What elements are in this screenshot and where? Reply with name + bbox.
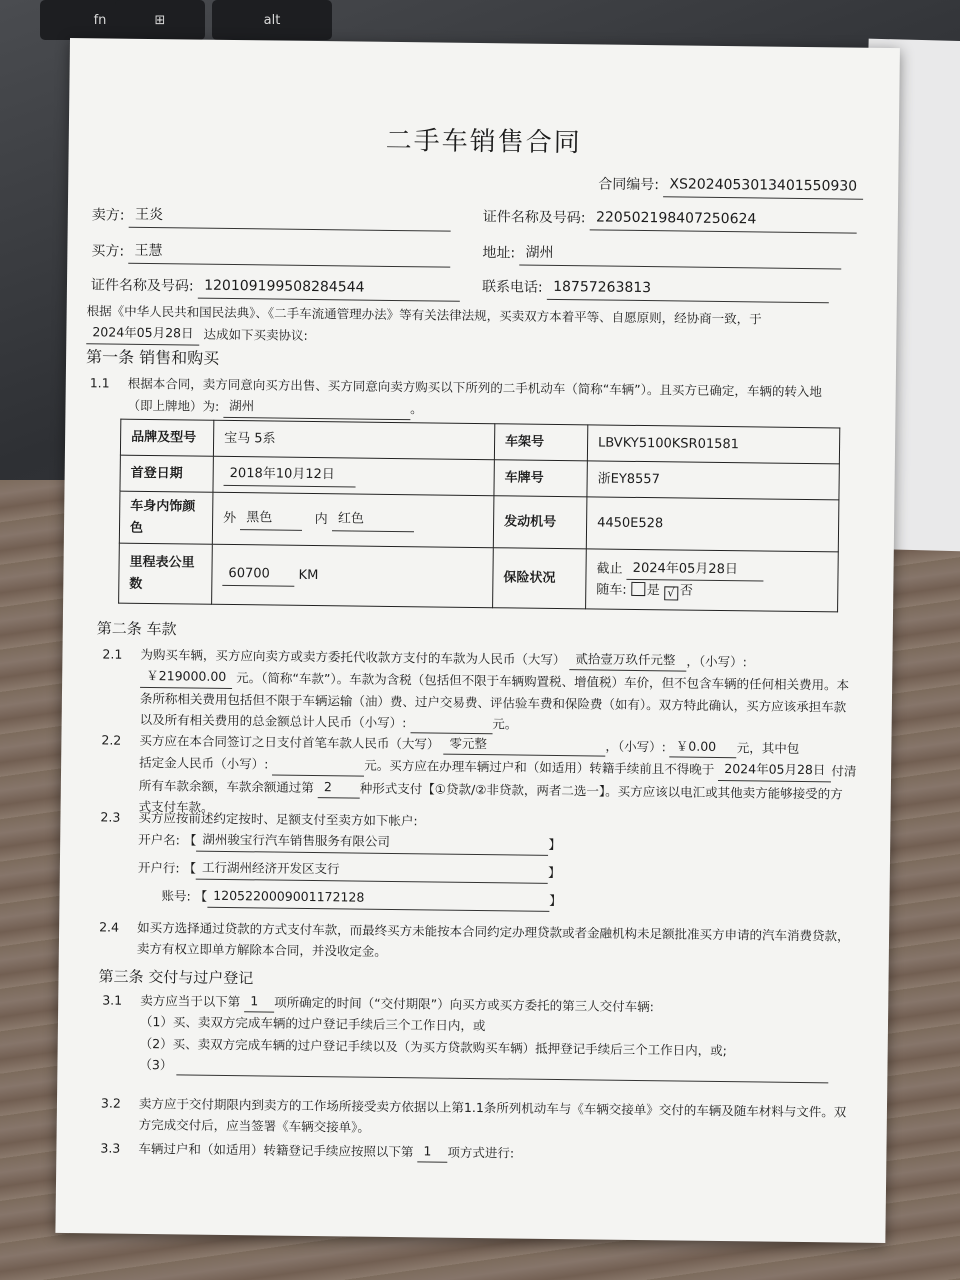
down-payment-amount: ￥0.00 — [670, 735, 737, 758]
yes-label: 是 — [646, 583, 660, 599]
insurance-label: 保险状况 — [493, 548, 587, 609]
clause-3-1 — [101, 988, 862, 1083]
delivery-option-3-blank — [176, 1056, 828, 1083]
brand-value: 宝马 5系 — [213, 420, 494, 459]
plate-label: 车牌号 — [494, 460, 587, 497]
phone-row — [482, 275, 829, 303]
table-row — [119, 491, 839, 552]
article-1-title: 第一条 销售和购买 — [85, 347, 220, 368]
account-no-label: 账号: — [161, 888, 191, 904]
contract-number — [598, 172, 863, 199]
mileage-cell — [212, 544, 494, 607]
clause-2-2-number: 2.2 — [101, 732, 122, 748]
clause-2-4-number: 2.4 — [99, 919, 120, 935]
seller-id-label: 证件名称及号码: — [482, 209, 586, 227]
clause-2-2-a: 买方应在本合同签订之日支付首笔车款人民币（大写） — [139, 732, 440, 752]
buyer-row — [91, 239, 450, 267]
mileage-unit: KM — [298, 568, 319, 584]
preamble-date: 2024年05月28日 — [86, 321, 199, 345]
color-label: 车身内饰颜色 — [119, 491, 213, 544]
bank-label: 开户行: — [137, 859, 180, 876]
delivery-option-1: （1）买、卖双方完成车辆的过户登记手续后三个工作日内，或 — [139, 1014, 486, 1034]
engine-value: 4450E528 — [586, 497, 839, 552]
plate-value: 浙EY8557 — [587, 461, 839, 500]
windows-key — [115, 0, 205, 40]
vin-label: 车架号 — [494, 424, 587, 461]
buyer-id-row — [91, 273, 460, 302]
seller-id-row — [483, 205, 857, 234]
clause-2-2-b: 括定金人民币（小写）: — [139, 755, 269, 772]
seller-value: 王炎 — [129, 204, 451, 232]
address-row — [482, 241, 841, 269]
first-reg-value: 2018年10月12日 — [224, 463, 356, 487]
insurance-cell — [586, 549, 839, 612]
clause-3-3-a: 车辆过户和（如适用）转籍登记手续应按照以下第 — [138, 1140, 414, 1160]
preamble-text: 根据《中华人民共和国民法典》、《二手车流通管理办法》等有关法律法规，买卖双方本着平等、自愿原则，经协商一致，于 — [86, 303, 762, 327]
account-no-value: 1205220009001172128 — [207, 886, 549, 912]
article-3-title: 第三条 交付与过户登记 — [98, 967, 254, 988]
no-checkbox[interactable]: √ — [664, 586, 678, 600]
clause-2-1 — [102, 642, 863, 738]
fn-key-label: fn — [93, 12, 107, 28]
clause-3-3-number: 3.3 — [100, 1140, 121, 1156]
clause-2-2-d: 式支付车款。 — [138, 798, 214, 815]
delivery-option-2: （2）买、卖双方完成车辆的过户登记手续以及（为买方贷款购买车辆）抵押登记手续后三个工作日内，或; — [139, 1035, 727, 1058]
first-reg-cell — [213, 456, 494, 495]
down-payment-lower-label: ，（小写）: — [605, 738, 666, 755]
contract-paper — [55, 38, 900, 1243]
clause-3-1-a2: 项所确定的时间（“交付期限”）向买方或买方委托的第三人交付车辆: — [274, 994, 654, 1015]
price-amount: ￥219000.00 — [140, 665, 232, 688]
price-uppercase: 贰拾壹万玖仟元整 — [569, 648, 686, 672]
clause-3-1-number: 3.1 — [102, 992, 123, 1008]
color-cell — [212, 492, 494, 547]
clause-1-1-text2: （即上牌地）为: — [127, 397, 220, 415]
alt-key-label: alt — [263, 12, 281, 28]
interior-color: 红色 — [332, 509, 414, 532]
contract-number-label: 合同编号: — [598, 176, 660, 194]
clause-3-1-a: 卖方应当于以下第 — [140, 992, 241, 1010]
registration-place: 湖州 — [223, 395, 410, 420]
clause-2-3-text: 买方应按前述约定按时、足额支付至卖方如下帐户: — [138, 809, 418, 829]
account-name-row: 开户名: 【 湖州骏宝行汽车销售服务有限公司 】 — [138, 829, 561, 856]
clause-1-1: 1.1 根据本合同，卖方同意向买方出售、买方同意向卖方购买以下所列的二手机动车（简称“车辆”）。且买方已确定，车辆的转入地 （即上牌地）为: 湖州 。 — [89, 372, 859, 425]
account-no-row: 账号: 【 1205220009001172128 】 — [161, 885, 561, 912]
deposit-blank — [272, 756, 364, 776]
clause-2-2-c2: 种形式支付【①贷款/②非贷款，两者二选一】。买方应该以电汇或其他卖方能够接受的方 — [359, 780, 843, 801]
bank-value: 工行湖州经济开发区支行 — [196, 858, 548, 884]
clause-2-2-a-end: 元，其中包 — [736, 740, 800, 756]
insurance-until-value: 2024年05月28日 — [627, 557, 764, 581]
table-row — [119, 543, 839, 612]
clause-2-2-b3: 付清 — [831, 763, 857, 779]
address-value: 湖州 — [519, 242, 841, 270]
clause-2-4-a: 如买方选择通过贷款的方式支付车款，而最终买方未能按本合同约定办理贷款或者金融机构未足额批准买方申请的汽车消费贷款， — [137, 919, 850, 944]
insurance-until-label: 截止 — [596, 561, 623, 577]
address-label: 地址: — [482, 245, 516, 262]
windows-key-label: ⊞ — [154, 12, 166, 28]
with-car-label: 随车: — [596, 582, 627, 598]
clause-3-2-number: 3.2 — [100, 1095, 121, 1111]
article-2-title: 第二条 车款 — [96, 619, 177, 639]
yes-checkbox[interactable] — [631, 582, 645, 596]
seller-row — [92, 203, 451, 231]
clause-2-4-b: 卖方有权立即单方解除本合同，并没收定金。 — [136, 941, 387, 960]
account-name-label: 开户名: — [138, 831, 181, 848]
phone-label: 联系电话: — [481, 279, 543, 296]
buyer-id-value: 120109199508284544 — [198, 275, 460, 302]
vehicle-table — [118, 419, 840, 613]
alt-key — [212, 0, 332, 40]
seller-label: 卖方: — [91, 207, 125, 224]
transfer-option: 1 — [417, 1140, 447, 1163]
account-name-value: 湖州骏宝行汽车销售服务有限公司 — [196, 830, 548, 856]
phone-value: 18757263813 — [547, 276, 829, 304]
no-label: 否 — [679, 583, 694, 599]
clause-1-1-text: 根据本合同，卖方同意向买方出售、买方同意向卖方购买以下所列的二手机动车（简称“车辆”）。且买方已确定，车辆的转入地 — [127, 375, 823, 400]
engine-label: 发动机号 — [493, 496, 587, 549]
down-payment-uppercase: 零元整 — [443, 733, 605, 757]
interior-label: 内 — [314, 512, 328, 528]
clause-2-2-b2: 元。买方应在办理车辆过户和（如适用）转籍手续前且不得晚于 — [364, 757, 715, 778]
vin-value: LBVKY5100KSR01581 — [587, 425, 839, 464]
clause-2-2-c: 所有车款余额，车款余额通过第 — [138, 777, 314, 795]
seller-id-value: 220502198407250624 — [590, 206, 857, 233]
payment-method: 2 — [318, 776, 360, 799]
clause-3-2-a: 卖方应于交付期限内到卖方的工作场所接受卖方依据以上第1.1条所列机动车与《车辆交接单》交付的车辆及随车材料与文件。双 — [138, 1095, 847, 1120]
price-lower-label: ，（小写）: — [686, 653, 747, 670]
clause-3-2 — [101, 1092, 861, 1144]
clause-3-3-b: 项方式进行: — [447, 1144, 515, 1161]
clause-2-1-number: 2.1 — [102, 646, 123, 662]
clause-2-3-number: 2.3 — [100, 809, 121, 825]
first-reg-label: 首登日期 — [120, 455, 213, 492]
bank-row: 开户行: 【 工行湖州经济开发区支行 】 — [138, 857, 561, 884]
exterior-label: 外 — [223, 511, 237, 527]
exterior-color: 黑色 — [240, 507, 302, 530]
contract-title: 二手车销售合同 — [385, 125, 582, 159]
buyer-id-label: 证件名称及号码: — [90, 277, 194, 295]
mileage-label: 里程表公里数 — [119, 543, 213, 604]
clause-2-1-b: 元。（简称“车款”）。车款为含税（包括但不限于车辆购置税、增值税）车价，但不包含车辆的任何相关费用。本 — [236, 670, 850, 693]
clause-3-2-b: 方完成交付后，应当签署《车辆交接单》。 — [138, 1117, 371, 1135]
total-amount-blank — [410, 714, 492, 734]
preamble-end: 达成如下买卖协议: — [203, 326, 308, 344]
clause-2-4 — [99, 916, 859, 968]
clause-1-1-number: 1.1 — [89, 375, 110, 391]
clause-2-1-d-end: 元。 — [492, 715, 518, 732]
payment-deadline: 2024年05月28日 — [718, 758, 831, 782]
clause-2-1-d: 以及所有相关费用的总金额总计人民币（小写）: — [139, 711, 407, 730]
contract-number-value: XS2024053013401550930 — [663, 173, 863, 200]
buyer-label: 买方: — [91, 243, 125, 260]
mileage-value: 60700 — [222, 563, 294, 586]
delivery-option: 1 — [244, 990, 274, 1013]
brand-label: 品牌及型号 — [120, 419, 213, 456]
clause-2-1-a: 为购买车辆，买方应向卖方或卖方委托代收款方支付的车款为人民币（大写） — [140, 646, 566, 668]
clause-2-1-c: 条所称相关费用包括但不限于车辆运输（油）费、过户交易费、评估验车费和保险费（如有）。双方特此确认，买方应该承担车款 — [139, 690, 847, 715]
delivery-option-3: （3） — [139, 1056, 173, 1073]
buyer-value: 王慧 — [128, 240, 450, 268]
